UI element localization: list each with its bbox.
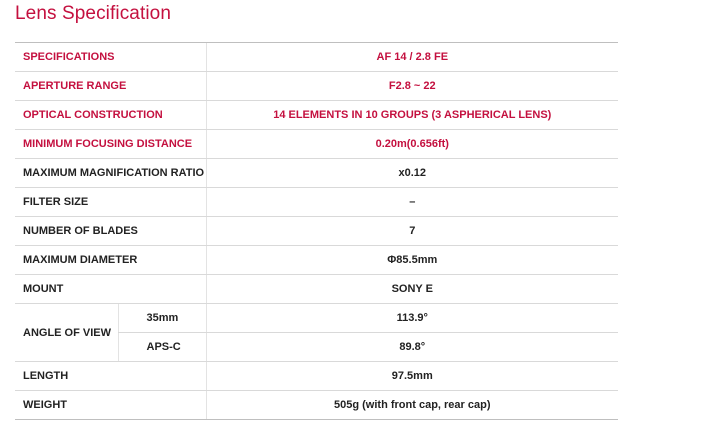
table-row xyxy=(15,362,618,391)
table-row xyxy=(15,275,618,304)
spec-value: Φ85.5mm xyxy=(206,246,618,275)
spec-value: 89.8° xyxy=(206,333,618,362)
spec-label: SPECIFICATIONS xyxy=(15,43,206,72)
table-row xyxy=(15,304,618,333)
table-row xyxy=(15,188,618,217)
spec-value: 97.5mm xyxy=(206,362,618,391)
spec-label: FILTER SIZE xyxy=(15,188,206,217)
spec-label: MINIMUM FOCUSING DISTANCE xyxy=(15,130,206,159)
spec-value: F2.8 ~ 22 xyxy=(206,72,618,101)
table-row xyxy=(15,246,618,275)
spec-label: ANGLE OF VIEW xyxy=(15,304,118,362)
spec-label: OPTICAL CONSTRUCTION xyxy=(15,101,206,130)
table-row xyxy=(15,43,618,72)
table-row xyxy=(15,159,618,188)
spec-value: x0.12 xyxy=(206,159,618,188)
table-row xyxy=(15,391,618,420)
table-row xyxy=(15,101,618,130)
spec-label: MOUNT xyxy=(15,275,206,304)
spec-value: 7 xyxy=(206,217,618,246)
spec-value: AF 14 / 2.8 FE xyxy=(206,43,618,72)
spec-value: 113.9° xyxy=(206,304,618,333)
spec-label: MAXIMUM MAGNIFICATION RATIO xyxy=(15,159,206,188)
page-title: Lens Specification xyxy=(15,3,172,24)
spec-label: WEIGHT xyxy=(15,391,206,420)
table-row xyxy=(15,72,618,101)
spec-value: 505g (with front cap, rear cap) xyxy=(206,391,618,420)
table-row xyxy=(15,217,618,246)
spec-label: MAXIMUM DIAMETER xyxy=(15,246,206,275)
spec-sublabel: APS-C xyxy=(118,333,206,362)
spec-sublabel: 35mm xyxy=(118,304,206,333)
spec-label: NUMBER OF BLADES xyxy=(15,217,206,246)
spec-value: SONY E xyxy=(206,275,618,304)
spec-table xyxy=(15,42,618,420)
spec-value: 14 ELEMENTS IN 10 GROUPS (3 ASPHERICAL LENS) xyxy=(206,101,618,130)
spec-value: – xyxy=(206,188,618,217)
spec-value: 0.20m(0.656ft) xyxy=(206,130,618,159)
spec-label: LENGTH xyxy=(15,362,206,391)
spec-label: APERTURE RANGE xyxy=(15,72,206,101)
table-row xyxy=(15,130,618,159)
